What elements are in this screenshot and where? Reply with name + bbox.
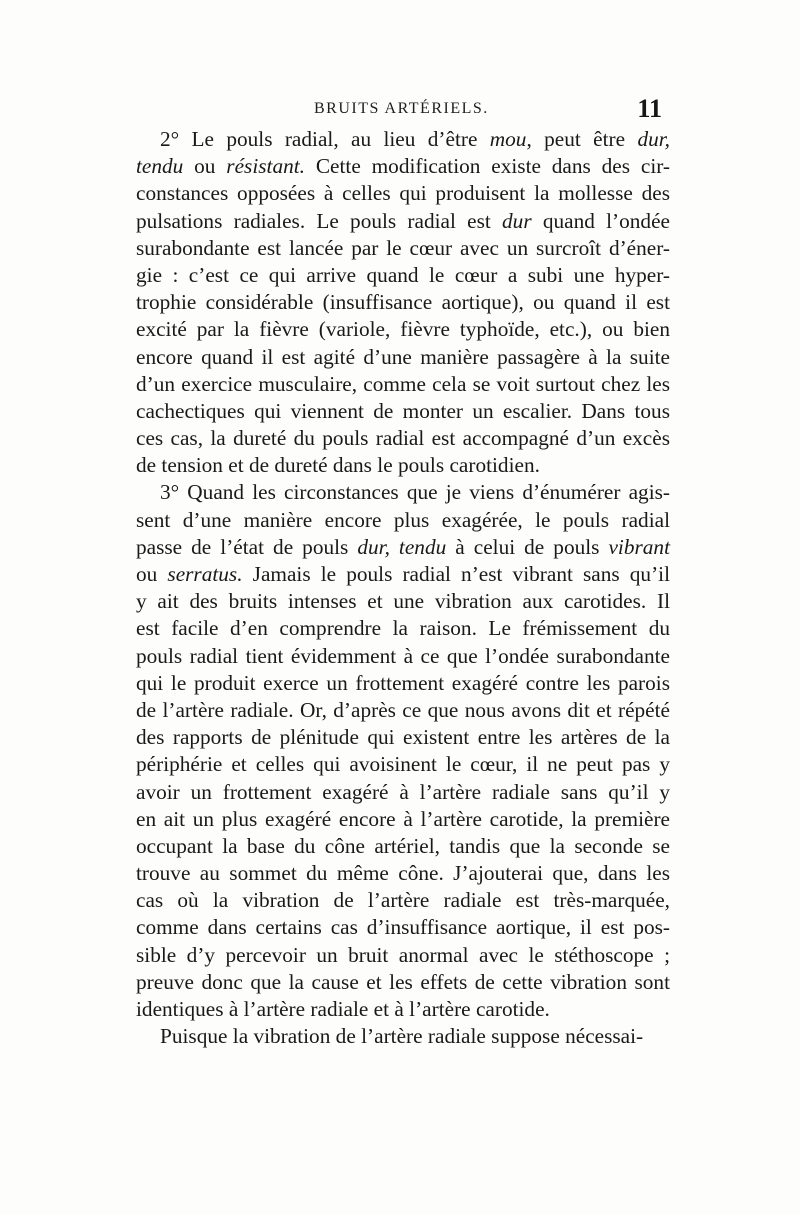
text-line	[136, 942, 670, 969]
text-line	[136, 806, 670, 833]
text-run: sent d’une manière encore plus exagérée, le pouls radial	[136, 507, 670, 532]
text-line	[136, 425, 670, 452]
page-header	[136, 94, 666, 126]
text-line	[136, 398, 670, 425]
text-line	[136, 507, 670, 534]
italic-text: dur,	[637, 127, 670, 151]
paragraph	[136, 1023, 670, 1050]
text-line	[136, 588, 670, 615]
text-run: encore quand il est agité d’une manière passagère à la suite	[136, 344, 670, 369]
text-run: de l’artère radiale. Or, d’après ce que nous avons dit et répété	[136, 697, 670, 722]
text-run: qui le produit exerce un frottement exagéré contre les parois	[136, 670, 670, 695]
text-line	[136, 316, 670, 343]
running-head: BRUITS ARTÉRIELS.	[314, 100, 489, 117]
text-line	[136, 643, 670, 670]
page-number: 11	[637, 94, 662, 123]
text-line	[136, 180, 670, 207]
text-run: avoir un frottement exagéré à l’artère radiale sans qu’il y	[136, 779, 670, 804]
text-run: ou	[136, 562, 168, 586]
text-run: trouve au sommet du même cône. J’ajouterai que, dans les	[136, 861, 670, 886]
text-run: , peut être	[526, 127, 638, 151]
text-run: gie : c’est ce qui arrive quand le cœur a subi une hyper-	[136, 262, 670, 287]
text-run: occupant la base du cône artériel, tandis que la seconde se	[136, 833, 670, 858]
text-line	[136, 289, 670, 316]
text-line	[136, 561, 670, 588]
text-line	[136, 235, 670, 262]
text-run: en ait un plus exagéré encore à l’artère carotide, la première	[136, 806, 670, 831]
paragraph	[136, 126, 670, 479]
text-line	[136, 344, 670, 371]
text-run: quand l’ondée	[531, 208, 670, 233]
text-line	[136, 1023, 670, 1050]
text-run: Puisque la vibration de l’artère radiale suppose nécessai-	[160, 1024, 644, 1049]
text-line	[136, 697, 670, 724]
text-run: identiques à l’artère radiale et à l’artère carotide.	[136, 997, 550, 1021]
text-line	[136, 724, 670, 751]
text-line	[136, 153, 670, 180]
text-run: d’un exercice musculaire, comme cela se voit surtout chez les	[136, 371, 670, 396]
italic-text: vibrant	[608, 534, 670, 559]
text-line	[136, 126, 670, 153]
text-line	[136, 452, 670, 479]
italic-text: résistant.	[226, 154, 305, 179]
italic-text: tendu	[136, 154, 184, 179]
text-run: 3° Quand les circonstances que je viens d’énumérer agis-	[160, 480, 670, 505]
text-run: preuve donc que la cause et les effets de cette vibration sont	[136, 969, 670, 994]
text-run: passe de l’état de pouls	[136, 534, 358, 559]
text-line	[136, 914, 670, 941]
text-run: cachectiques qui viennent de monter un escalier. Dans tous	[136, 398, 670, 423]
text-run: ces cas, la dureté du pouls radial est accompagné d’un excès	[136, 426, 670, 451]
text-run: pulsations radiales. Le pouls radial est	[136, 208, 503, 233]
text-run: est facile d’en comprendre la raison. Le frémissement du	[136, 616, 670, 641]
text-run: sible d’y percevoir un bruit anormal avec le stéthoscope ;	[136, 942, 670, 967]
text-run: trophie considérable (insuffisance aortique), ou quand il est	[136, 290, 670, 315]
text-run: Cette modification existe dans des cir-	[305, 154, 670, 179]
text-run: 2° Le pouls radial, au lieu d’être	[160, 127, 490, 151]
body-text	[136, 126, 670, 1050]
text-line	[136, 670, 670, 697]
text-line	[136, 615, 670, 642]
italic-text: dur, tendu	[357, 534, 447, 559]
text-run: des rapports de plénitude qui existent entre les artères de la	[136, 725, 670, 750]
text-line	[136, 779, 670, 806]
text-line	[136, 996, 670, 1023]
text-run: de tension et de dureté dans le pouls carotidien.	[136, 453, 540, 478]
italic-text: mou	[489, 127, 527, 151]
text-run: ou	[183, 154, 227, 179]
text-run: à celui de pouls	[446, 534, 609, 559]
text-line	[136, 479, 670, 506]
text-run: excité par la fièvre (variole, fièvre typhoïde, etc.), ou bien	[136, 317, 670, 342]
text-run: constances opposées à celles qui produisent la mollesse des	[136, 181, 670, 206]
text-line	[136, 534, 670, 561]
text-run: surabondante est lancée par le cœur avec un surcroît d’éner-	[136, 235, 670, 260]
text-run: comme dans certains cas d’insuffisance aortique, il est pos-	[136, 915, 670, 940]
paragraph	[136, 479, 670, 1023]
text-line	[136, 833, 670, 860]
text-run: Jamais le pouls radial n’est vibrant sans qu’il	[242, 562, 670, 586]
text-run: y ait des bruits intenses et une vibration aux carotides. Il	[136, 589, 670, 614]
italic-text: serratus.	[167, 562, 243, 586]
text-line	[136, 969, 670, 996]
text-run: cas où la vibration de l’artère radiale est très-marquée,	[136, 888, 670, 913]
text-line	[136, 751, 670, 778]
text-run: pouls radial tient évidemment à ce que l’ondée surabondante	[136, 643, 670, 668]
text-line	[136, 887, 670, 914]
text-line	[136, 371, 670, 398]
italic-text: dur	[502, 208, 532, 233]
text-run: périphérie et celles qui avoisinent le cœur, il ne peut pas y	[136, 752, 670, 777]
text-line	[136, 860, 670, 887]
text-line	[136, 208, 670, 235]
text-line	[136, 262, 670, 289]
